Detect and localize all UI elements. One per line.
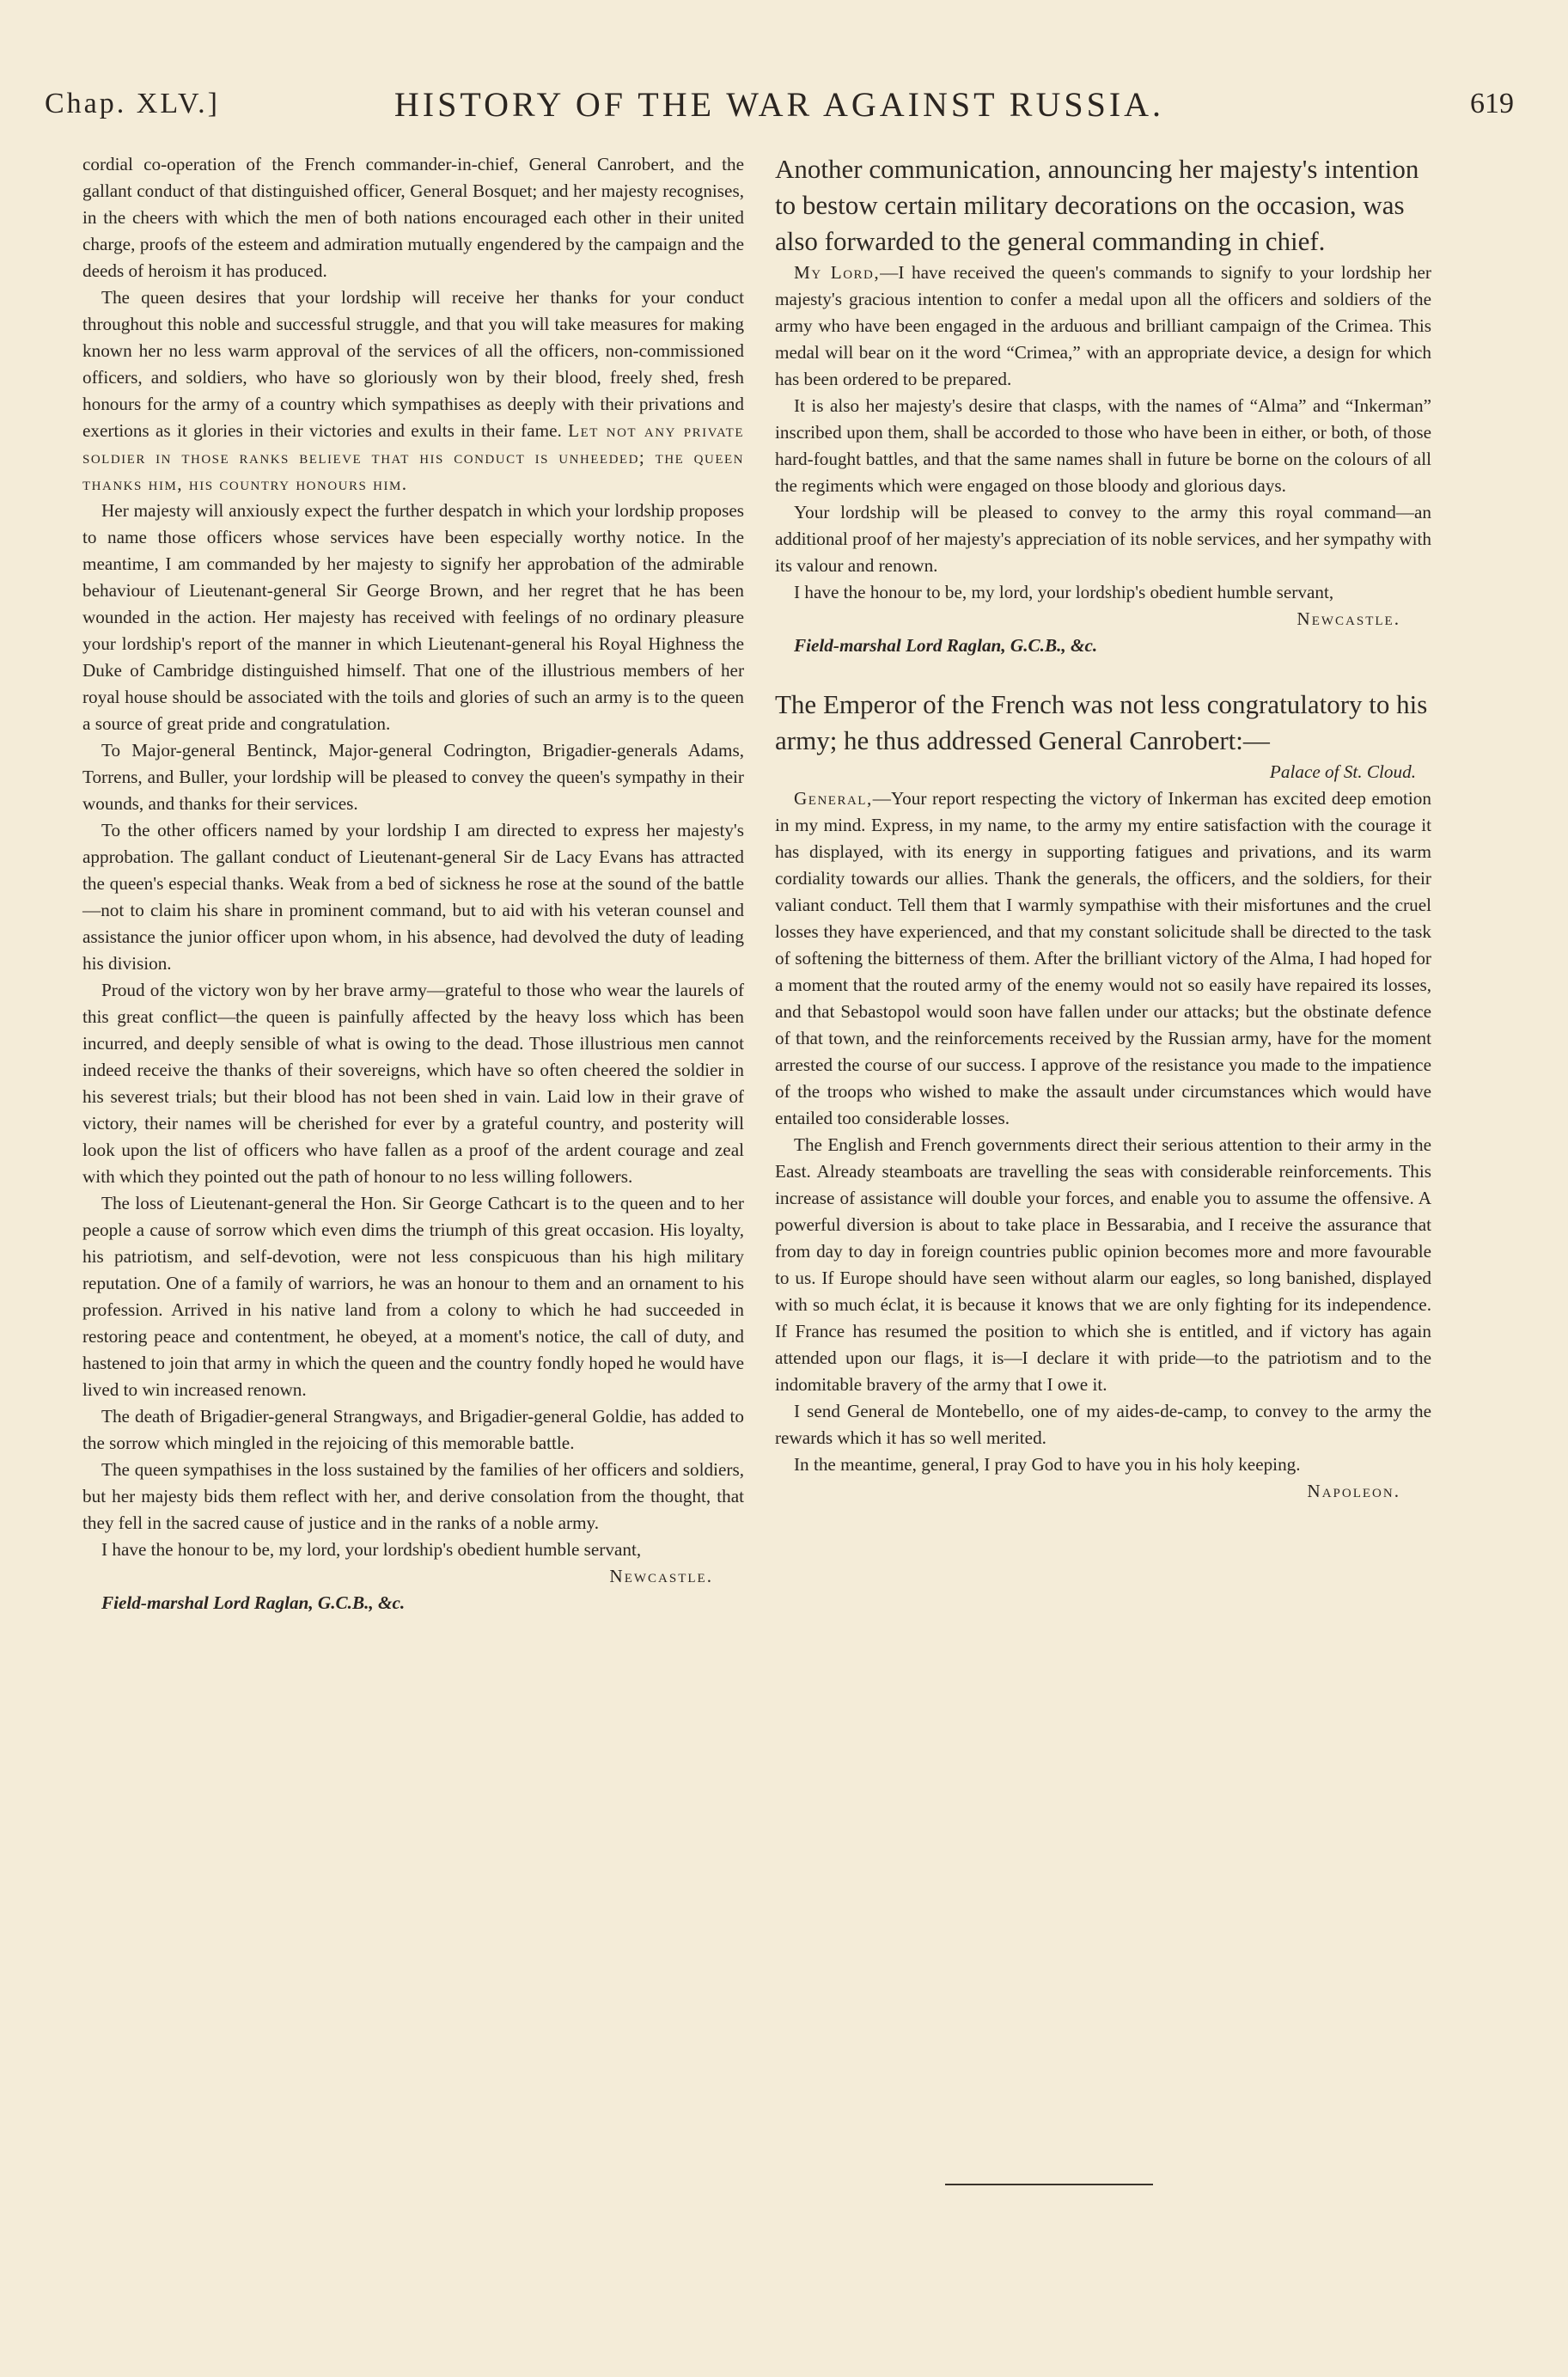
page-number: 619: [1470, 88, 1514, 119]
addressee: Field-marshal Lord Raglan, G.C.B., &c.: [101, 1592, 406, 1613]
signature: Napoleon.: [1307, 1481, 1400, 1501]
paragraph-text: The queen desires that your lordship will receive her thanks for your conduct throughout this noble and successful struggle, and that you will take measures for making known her no less warm approval of the services of all the officers, non-commissioned officers, and soldiers, who have so gloriously won by their blood, freely shed, fresh honours for the army of a country which sympathises as deeply with their privations and exertions as it glories in their victories and exults in their fame.: [82, 287, 744, 441]
salutation: My Lord,: [794, 262, 881, 283]
signature: Newcastle.: [609, 1566, 713, 1586]
place-line: Palace of St. Cloud.: [1269, 761, 1416, 782]
paragraph: The death of Brigadier-general Strangways, and Brigadier-general Goldie, has added to the sorrow which mingled in the rejoicing of this memorable battle.: [82, 1406, 744, 1453]
paragraph: I have the honour to be, my lord, your lordship's obedient humble servant,: [101, 1539, 642, 1560]
paragraph: Your lordship will be pleased to convey to the army this royal command—an additional proof of her majesty's appreciation of its noble services, and her sympathy with its valour and renown.: [775, 502, 1431, 576]
paragraph: [82, 284, 744, 498]
salutation: General,: [794, 788, 873, 809]
paragraph: To Major-general Bentinck, Major-general Codrington, Brigadier-generals Adams, Torrens, and Buller, your lordship will be pleased to convey the queen's sympathy in their wounds, and thanks for their services.: [82, 740, 744, 814]
paragraph: Proud of the victory won by her brave army—grateful to those who wear the laurels of this great conflict—the queen is painfully affected by the heavy loss which has been incurred, and deeply sensible of what is owing to the dead. Those illustrious men cannot indeed receive the thanks of their sovereigns, which have so often cheered the soldier in his severest trials; but their blood has not been shed in vain. Laid low in their grave of victory, their names will be cherished for ever by a grateful country, and posterity will look upon the list of officers who have fallen as a proof of the ardent courage and zeal with which they pointed out the path of honour to no less willing followers.: [82, 980, 744, 1187]
paragraph: The queen sympathises in the loss sustained by the families of her officers and soldiers, but her majesty bids them reflect with her, and derive consolation from the thought, that they fell in the sacred cause of justice and in the ranks of a noble army.: [82, 1459, 744, 1533]
paragraph: The English and French governments direct their serious attention to their army in the East. Already steamboats are travelling the seas with considerable reinforcements. This increase of assistance will double your forces, and enable you to assume the offensive. A powerful diversion is about to take place in Bessarabia, and I receive the assurance that from day to day in foreign countries public opinion becomes more and more favourable to us. If Europe should have seen without alarm our eagles, so long banished, displayed with so much éclat, it is because it knows that we are only fighting for its independence. If France has resumed the position to which she is entitled, and if victory has again attended upon our flags, it is—I declare it with pride—to the patriotism and to the indomitable bravery of the army that I owe it.: [775, 1134, 1431, 1395]
paragraph: The loss of Lieutenant-general the Hon. Sir George Cathcart is to the queen and to her people a cause of sorrow which even dims the triumph of this great occasion. His loyalty, his patriotism, and self-devotion, were not less conspicuous than his high military reputation. One of a family of warriors, he was an honour to them and an ornament to his profession. Arrived in his native land from a colony to which he had succeeded in restoring peace and contentment, he obeyed, at a moment's notice, the call of duty, and hastened to join that army in which the queen and the country fondly hoped he would have lived to win increased renown.: [82, 1193, 744, 1400]
paragraph: cordial co-operation of the French commander-in-chief, General Canrobert, and the gallant conduct of that distinguished officer, General Bosquet; and her majesty recognises, in the cheers with which the men of both nations encouraged each other in their united charge, proofs of the esteem and admiration mutually engendered by the campaign and the deeds of heroism it has produced.: [82, 154, 744, 281]
paragraph: In the meantime, general, I pray God to have you in his holy keeping.: [794, 1454, 1301, 1475]
paragraph: I send General de Montebello, one of my aides-de-camp, to convey to the army the rewards which it has so well merited.: [775, 1401, 1431, 1448]
paragraph: To the other officers named by your lordship I am directed to express her majesty's approbation. The gallant conduct of Lieutenant-general Sir de Lacy Evans has attracted the queen's especial thanks. Weak from a bed of sickness he rose at the sound of the battle—not to claim his share in prominent command, but to aid with his veteran counsel and assistance the junior officer upon whom, in his absence, had devolved the duty of leading his division.: [82, 820, 744, 974]
chapter-label: Chap. XLV.]: [45, 88, 220, 119]
paragraph: [775, 260, 1431, 393]
page-title: HISTORY OF THE WAR AGAINST RUSSIA.: [394, 85, 1165, 124]
small-caps-emphasis: Let not any private soldier in those ranks believe that his conduct is unheeded; the queen thanks him, his country honours him.: [82, 420, 744, 494]
paragraph: Her majesty will anxiously expect the further despatch in which your lordship proposes to name those officers whose services have been especially worthy notice. In the meantime, I am commanded by her majesty to signify her approbation of the admirable behaviour of Lieutenant-general Sir George Brown, and her regret that he has been wounded in the action. Her majesty has received with feelings of no ordinary pleasure your lordship's report of the manner in which Lieutenant-general his Royal Highness the Duke of Cambridge distinguished himself. That one of the illustrious members of her royal house should be associated with the toils and glories of such an army is to the queen a source of great pride and congratulation.: [82, 500, 744, 734]
signature: Newcastle.: [1296, 608, 1400, 629]
left-column: [82, 151, 744, 1616]
paragraph: I have the honour to be, my lord, your lordship's obedient humble servant,: [794, 582, 1334, 602]
narrative-intro: Another communication, announcing her majesty's intention to bestow certain military decorations on the occasion, was also forwarded to the general commanding in chief.: [775, 154, 1419, 256]
paragraph-text: —Your report respecting the victory of Inkerman has excited deep emotion in my mind. Express, in my name, to the army my entire satisfaction with the courage it has displayed, with its energy in supporting fatigues and privations, and its warm cordiality towards our allies. Thank the generals, the officers, and the soldiers, for their valiant conduct. Tell them that I warmly sympathise with their misfortunes and the cruel losses they have experienced, and that my constant solicitude shall be directed to the task of softening the bitterness of them. After the brilliant victory of the Alma, I had hoped for a moment that the routed army of the enemy would not so easily have repaired its losses, and that Sebastopol would soon have fallen under our attacks; but the obstinate defence of that town, and the reinforcements received by the Russian army, have for the moment arrested the course of our success. I approve of the resistance you made to the impatience of the troops who wished to make the assault under circumstances which would have entailed too considerable losses.: [775, 788, 1431, 1128]
paragraph: It is also her majesty's desire that clasps, with the names of “Alma” and “Inkerman” inscribed upon them, shall be accorded to those who have been in either, or both, of those hard-fought battles, and that the same names shall in future be borne on the colours of all the regiments which were engaged on those bloody and glorious days.: [775, 395, 1431, 496]
paragraph-text: —I have received the queen's commands to signify to your lordship her majesty's gracious intention to confer a medal upon all the officers and soldiers of the army who have been engaged in the arduous and brilliant campaign of the Crimea. This medal will bear on it the word “Crimea,” with an appropriate device, a design for which has been ordered to be prepared.: [775, 262, 1431, 389]
paragraph: [775, 785, 1431, 1132]
narrative-intro: The Emperor of the French was not less congratulatory to his army; he thus addressed General Canrobert:—: [775, 689, 1428, 755]
running-header: [45, 82, 1514, 127]
section-divider: [945, 2184, 1153, 2185]
addressee: Field-marshal Lord Raglan, G.C.B., &c.: [794, 635, 1098, 656]
right-column: [775, 151, 1431, 1505]
